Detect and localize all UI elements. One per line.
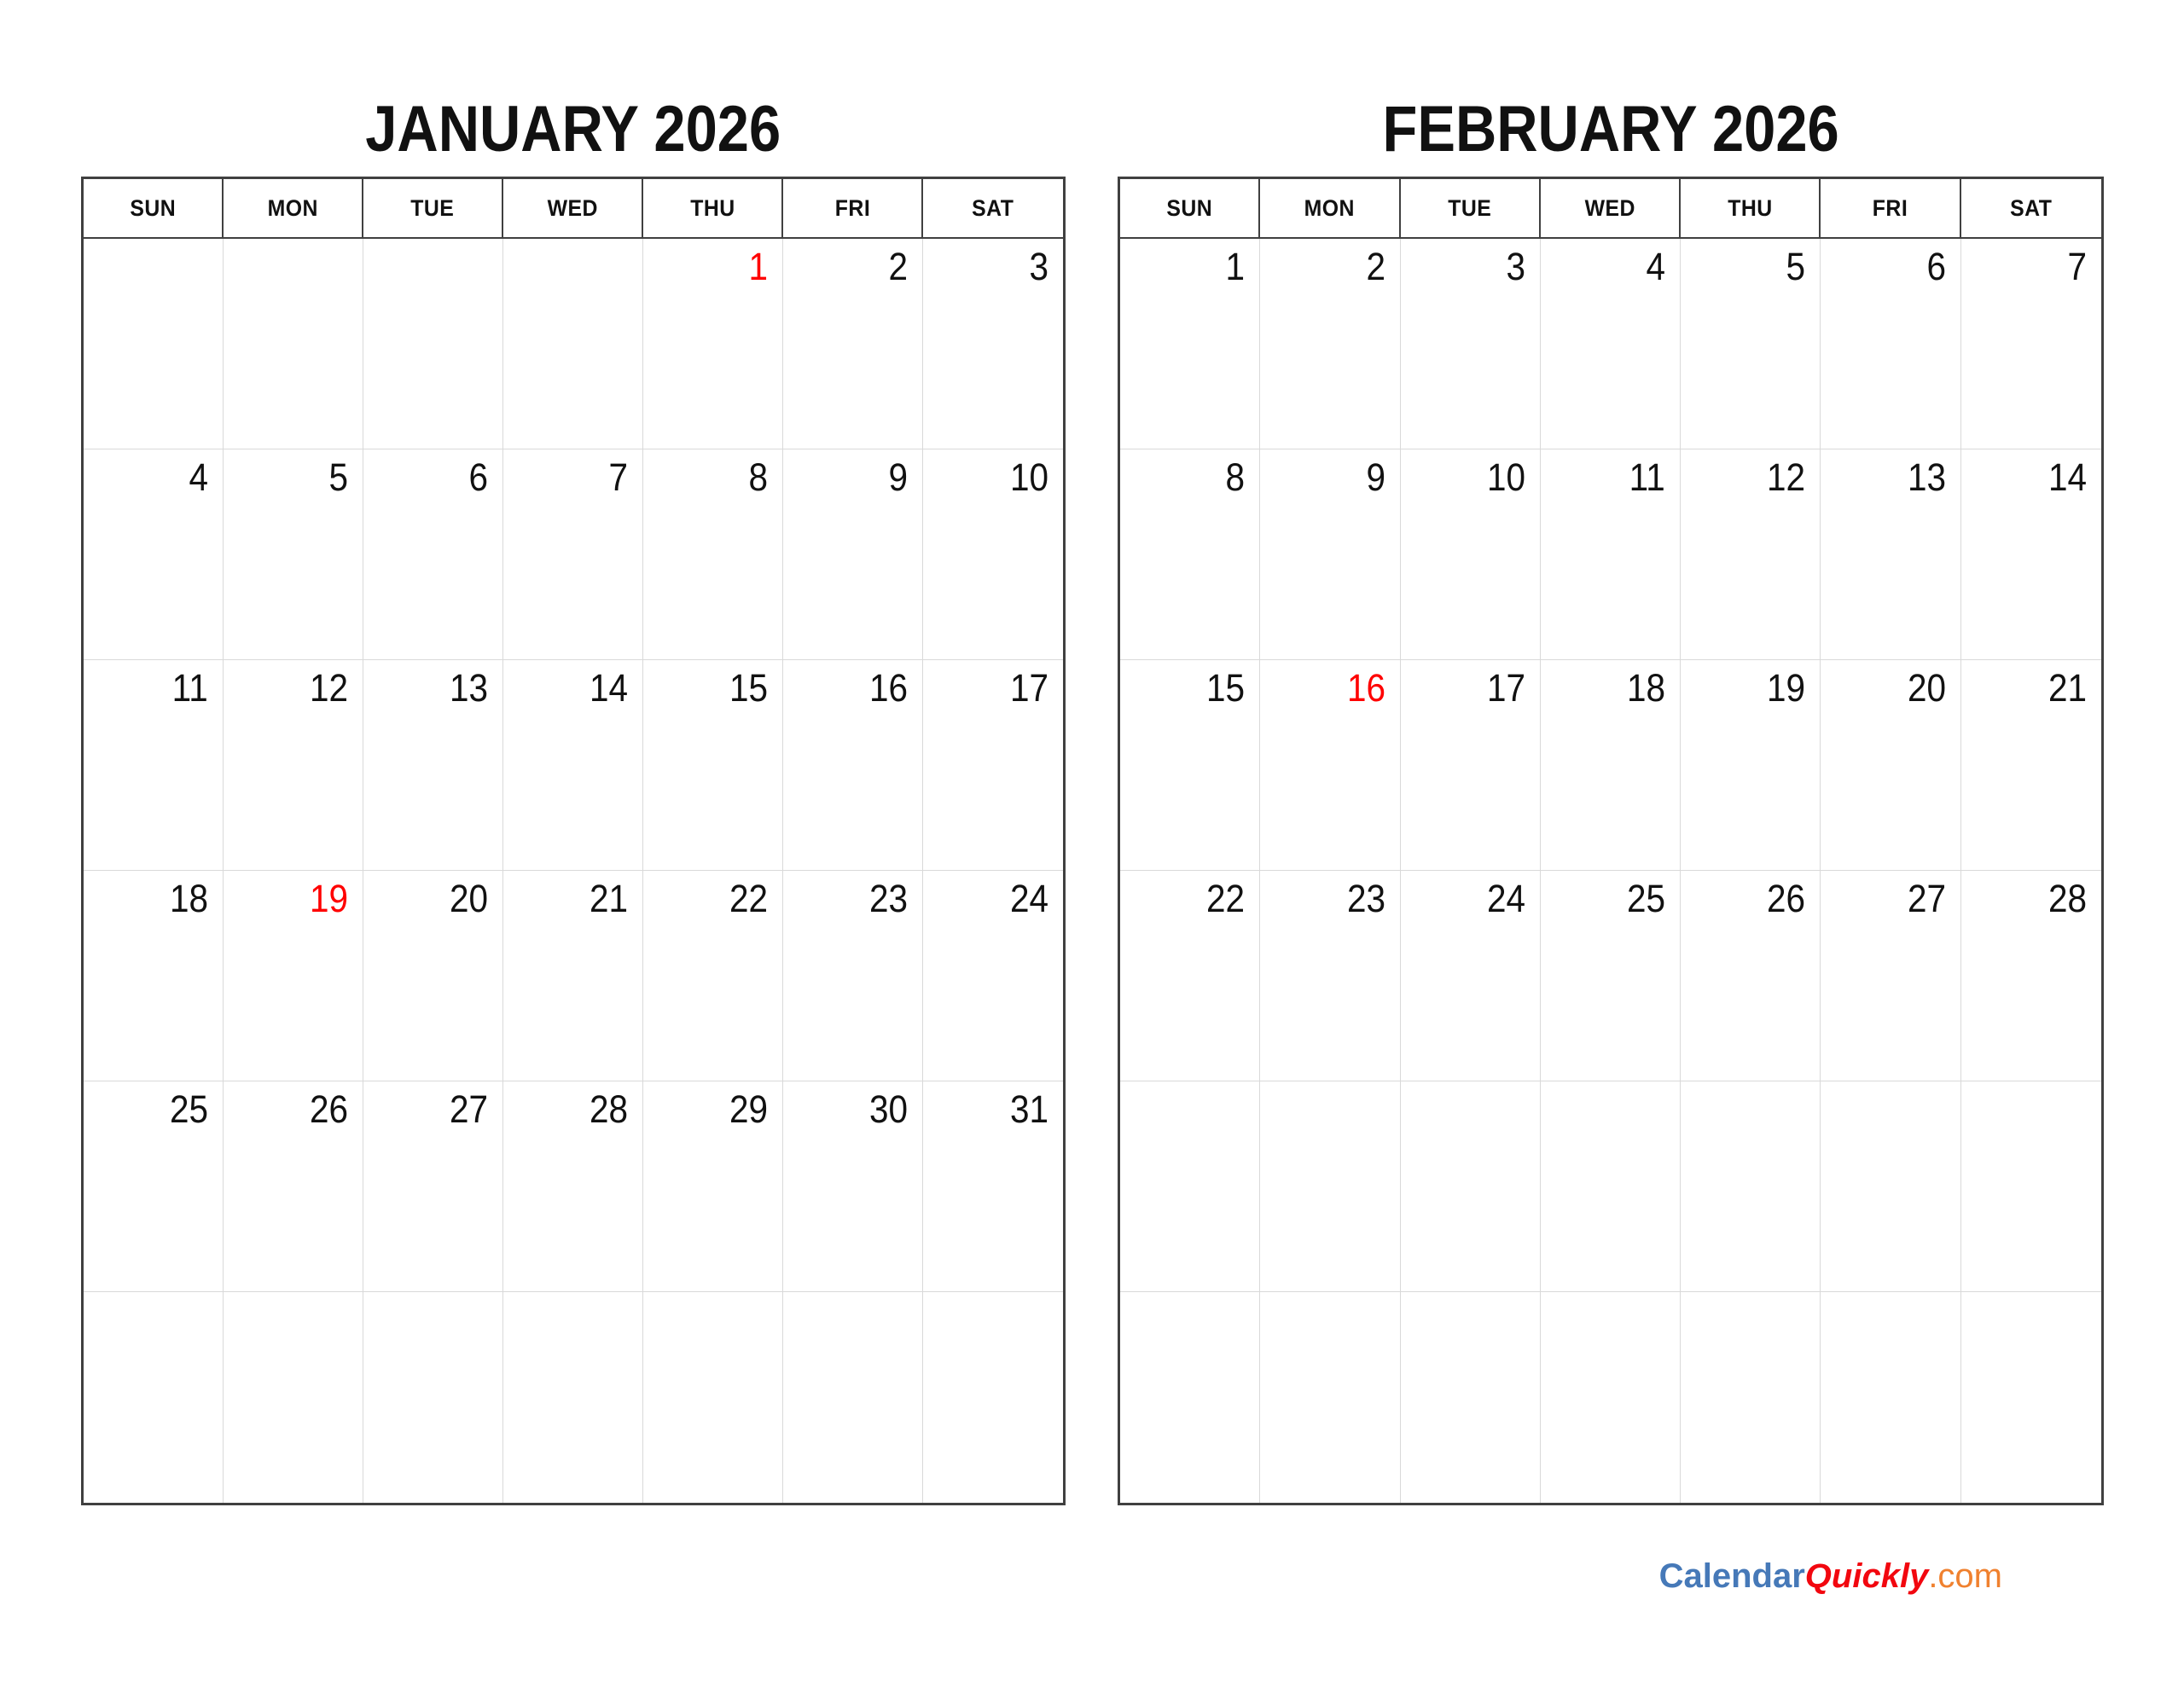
day-number: 11: [171, 666, 208, 710]
january-day-cell-16: [783, 660, 923, 871]
february-empty-cell: [1961, 1292, 2101, 1503]
day-number: 18: [1627, 666, 1666, 710]
february-empty-cell: [1961, 1081, 2101, 1292]
february-empty-cell: [1541, 1081, 1681, 1292]
january-day-cell-10: [923, 449, 1063, 660]
february-empty-cell: [1821, 1081, 1960, 1292]
january-day-cell-11: [84, 660, 224, 871]
day-header-fri: [1821, 179, 1960, 239]
day-header-label: TUE: [410, 194, 455, 221]
january-day-cell-31: [923, 1081, 1063, 1292]
day-number: 21: [589, 877, 628, 920]
day-number: 14: [2048, 455, 2087, 499]
day-header-label: WED: [1584, 194, 1635, 221]
january-day-cell-17: [923, 660, 1063, 871]
january-empty-cell: [503, 239, 643, 449]
day-number: 22: [1206, 877, 1246, 920]
january-empty-cell: [84, 1292, 224, 1503]
day-number: 22: [729, 877, 768, 920]
january-empty-cell: [363, 1292, 503, 1503]
january-day-cell-15: [643, 660, 783, 871]
january-day-cell-5: [224, 449, 363, 660]
month-title-february-text: FEBRUARY 2026: [1382, 93, 1839, 165]
january-empty-cell: [363, 239, 503, 449]
january-day-cell-7: [503, 449, 643, 660]
january-day-cell-13: [363, 660, 503, 871]
day-header-label: SAT: [972, 194, 1014, 221]
february-empty-cell: [1401, 1081, 1541, 1292]
day-number: 28: [589, 1087, 628, 1131]
logo-text-com: .com: [1928, 1557, 2002, 1595]
day-number: 20: [1907, 666, 1946, 710]
january-day-cell-23: [783, 871, 923, 1081]
january-day-cell-14: [503, 660, 643, 871]
day-header-label: SAT: [2010, 194, 2053, 221]
day-number: 25: [169, 1087, 208, 1131]
day-header-label: THU: [689, 194, 735, 221]
day-number: 3: [1506, 245, 1525, 288]
day-number: 16: [868, 666, 908, 710]
day-number: 9: [888, 455, 908, 499]
january-day-cell-18: [84, 871, 224, 1081]
february-day-cell-18: [1541, 660, 1681, 871]
day-header-thu: [1681, 179, 1821, 239]
february-day-cell-7: [1961, 239, 2101, 449]
day-header-label: SUN: [1166, 194, 1213, 221]
site-logo-link[interactable]: [1659, 1556, 2002, 1597]
day-number: 11: [1629, 455, 1666, 499]
day-number: 23: [868, 877, 908, 920]
february-day-cell-26: [1681, 871, 1821, 1081]
january-empty-cell: [923, 1292, 1063, 1503]
day-number: 2: [1366, 245, 1385, 288]
day-number: 12: [309, 666, 348, 710]
february-day-cell-3: [1401, 239, 1541, 449]
day-number: 8: [1225, 455, 1246, 499]
day-header-wed: [503, 179, 643, 239]
february-day-cell-1: [1120, 239, 1260, 449]
february-day-cell-13: [1821, 449, 1960, 660]
day-number: 7: [2067, 245, 2087, 288]
january-day-cell-8: [643, 449, 783, 660]
day-number: 28: [2048, 877, 2087, 920]
january-day-cell-12: [224, 660, 363, 871]
day-number: 14: [589, 666, 628, 710]
january-day-cell-19: [224, 871, 363, 1081]
january-empty-cell: [224, 239, 363, 449]
february-day-cell-19: [1681, 660, 1821, 871]
february-day-cell-17: [1401, 660, 1541, 871]
february-day-cell-24: [1401, 871, 1541, 1081]
day-number: 24: [1009, 877, 1048, 920]
january-day-cell-22: [643, 871, 783, 1081]
month-title-january: [81, 83, 1066, 177]
day-number: 17: [1009, 666, 1048, 710]
january-day-cell-4: [84, 449, 224, 660]
january-day-cell-6: [363, 449, 503, 660]
day-number: 6: [1926, 245, 1946, 288]
january-day-cell-3: [923, 239, 1063, 449]
january-day-cell-27: [363, 1081, 503, 1292]
february-empty-cell: [1260, 1292, 1400, 1503]
logo-text-calendar: Calendar: [1658, 1557, 1805, 1595]
day-number: 4: [1646, 245, 1666, 288]
day-number: 4: [189, 455, 208, 499]
january-day-cell-1: [643, 239, 783, 449]
january-day-cell-9: [783, 449, 923, 660]
day-header-thu: [643, 179, 783, 239]
february-day-cell-25: [1541, 871, 1681, 1081]
day-number: 6: [468, 455, 488, 499]
february-empty-cell: [1541, 1292, 1681, 1503]
january-day-cell-30: [783, 1081, 923, 1292]
day-number: 24: [1486, 877, 1525, 920]
day-number: 13: [1907, 455, 1946, 499]
january-day-cell-25: [84, 1081, 224, 1292]
day-number: 18: [169, 877, 208, 920]
day-header-label: FRI: [834, 194, 870, 221]
day-number: 19: [1767, 666, 1806, 710]
day-number: 21: [2048, 666, 2087, 710]
february-day-cell-10: [1401, 449, 1541, 660]
day-header-label: TUE: [1448, 194, 1492, 221]
february-empty-cell: [1681, 1292, 1821, 1503]
january-day-cell-2: [783, 239, 923, 449]
january-day-cell-24: [923, 871, 1063, 1081]
january-day-cell-26: [224, 1081, 363, 1292]
february-day-cell-11: [1541, 449, 1681, 660]
february-day-cell-4: [1541, 239, 1681, 449]
february-empty-cell: [1681, 1081, 1821, 1292]
january-empty-cell: [503, 1292, 643, 1503]
day-number: 27: [1907, 877, 1946, 920]
day-number: 15: [1206, 666, 1246, 710]
january-day-cell-28: [503, 1081, 643, 1292]
day-header-label: MON: [267, 194, 318, 221]
february-empty-cell: [1821, 1292, 1960, 1503]
january-day-cell-29: [643, 1081, 783, 1292]
day-header-tue: [363, 179, 503, 239]
february-day-cell-15: [1120, 660, 1260, 871]
february-day-cell-14: [1961, 449, 2101, 660]
day-header-wed: [1541, 179, 1681, 239]
january-empty-cell: [84, 239, 224, 449]
february-day-cell-12: [1681, 449, 1821, 660]
january-day-cell-20: [363, 871, 503, 1081]
day-header-label: WED: [547, 194, 598, 221]
february-day-cell-16: [1260, 660, 1400, 871]
calendar-january: [81, 0, 1066, 1505]
day-header-sun: [84, 179, 224, 239]
day-number: 23: [1346, 877, 1385, 920]
month-title-january-text: JANUARY 2026: [365, 93, 781, 165]
day-number: 31: [1009, 1087, 1048, 1131]
february-empty-cell: [1120, 1081, 1260, 1292]
day-header-label: SUN: [130, 194, 176, 221]
day-header-sat: [923, 179, 1063, 239]
day-number: 29: [729, 1087, 768, 1131]
day-number: 8: [748, 455, 768, 499]
day-number: 9: [1366, 455, 1385, 499]
february-empty-cell: [1401, 1292, 1541, 1503]
day-header-fri: [783, 179, 923, 239]
holiday-day-number: 16: [1346, 666, 1385, 710]
day-number: 27: [449, 1087, 488, 1131]
month-title-february: [1118, 83, 2104, 177]
day-number: 25: [1627, 877, 1666, 920]
day-number: 5: [1786, 245, 1806, 288]
february-day-cell-21: [1961, 660, 2101, 871]
day-number: 17: [1486, 666, 1525, 710]
day-header-label: THU: [1728, 194, 1773, 221]
holiday-day-number: 19: [309, 877, 348, 920]
day-header-mon: [1260, 179, 1400, 239]
february-day-cell-2: [1260, 239, 1400, 449]
calendar-february: [1118, 0, 2104, 1505]
day-header-sat: [1961, 179, 2101, 239]
day-number: 12: [1767, 455, 1806, 499]
day-number: 15: [729, 666, 768, 710]
day-number: 10: [1009, 455, 1048, 499]
day-number: 3: [1029, 245, 1048, 288]
january-empty-cell: [643, 1292, 783, 1503]
day-header-label: FRI: [1872, 194, 1908, 221]
february-day-cell-27: [1821, 871, 1960, 1081]
february-grid: [1118, 177, 2104, 1505]
day-number: 5: [328, 455, 348, 499]
january-empty-cell: [783, 1292, 923, 1503]
february-empty-cell: [1260, 1081, 1400, 1292]
day-number: 2: [888, 245, 908, 288]
day-number: 1: [1225, 245, 1246, 288]
day-header-tue: [1401, 179, 1541, 239]
day-number: 30: [868, 1087, 908, 1131]
february-day-cell-8: [1120, 449, 1260, 660]
january-empty-cell: [224, 1292, 363, 1503]
holiday-day-number: 1: [748, 245, 768, 288]
day-header-sun: [1120, 179, 1260, 239]
day-header-label: MON: [1304, 194, 1356, 221]
day-number: 26: [309, 1087, 348, 1131]
day-header-mon: [224, 179, 363, 239]
february-empty-cell: [1120, 1292, 1260, 1503]
day-number: 13: [449, 666, 488, 710]
february-day-cell-5: [1681, 239, 1821, 449]
february-day-cell-22: [1120, 871, 1260, 1081]
february-day-cell-20: [1821, 660, 1960, 871]
day-number: 10: [1486, 455, 1525, 499]
january-grid: [81, 177, 1066, 1505]
day-number: 20: [449, 877, 488, 920]
february-day-cell-23: [1260, 871, 1400, 1081]
february-day-cell-6: [1821, 239, 1960, 449]
day-number: 7: [608, 455, 628, 499]
january-day-cell-21: [503, 871, 643, 1081]
february-day-cell-9: [1260, 449, 1400, 660]
logo-text-quickly: Quickly: [1804, 1557, 1929, 1595]
february-day-cell-28: [1961, 871, 2101, 1081]
day-number: 26: [1767, 877, 1806, 920]
